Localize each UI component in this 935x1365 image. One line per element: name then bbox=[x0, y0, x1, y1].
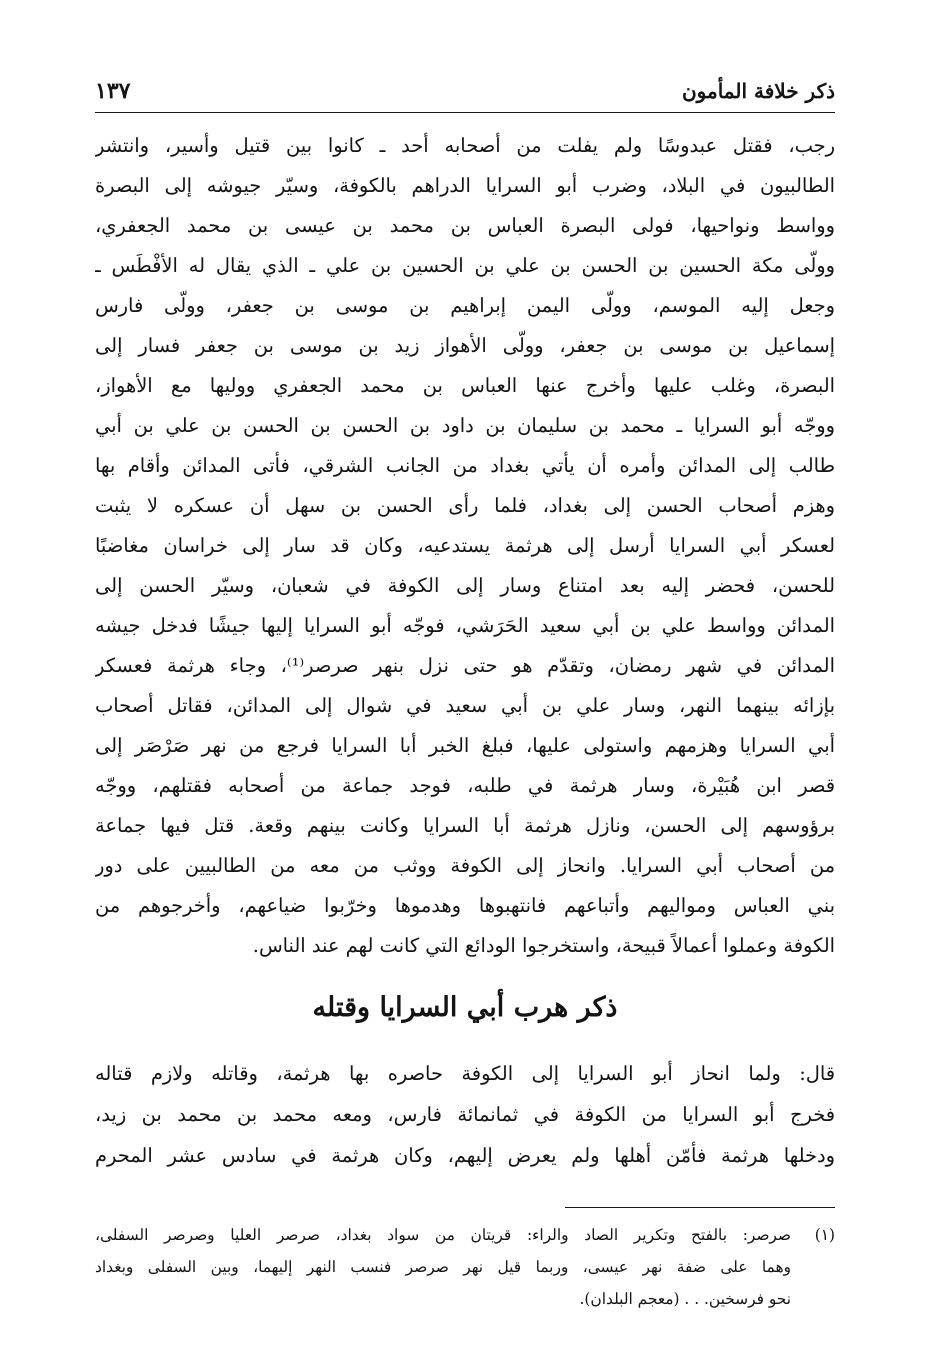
section-heading: ذكر هرب أبي السرايا وقتله bbox=[312, 992, 618, 1023]
footnote-line bbox=[95, 1283, 835, 1315]
footnote-text: وهما على ضفة نهر عيسى، وربما قيل نهر صرصر فنسب النهر إليهما، وبين السفلى وبغداد bbox=[95, 1258, 791, 1276]
paragraph-line: وواسط ونواحيها، فولى البصرة العباس بن محمد بن عيسى بن محمد الجعفري، bbox=[95, 214, 835, 237]
footnote-line bbox=[95, 1251, 835, 1283]
running-header bbox=[95, 76, 835, 110]
footnote-rule bbox=[565, 1207, 835, 1208]
header-rule bbox=[95, 112, 835, 113]
paragraph-line: البصرة، وغلب عليها وأخرج عنها العباس بن محمد الجعفري ووليها مع الأهواز، bbox=[95, 374, 835, 397]
paragraph-line: وجعل إليه الموسم، وولّى اليمن إبراهيم بن موسى بن جعفر، وولّى فارس bbox=[95, 294, 835, 317]
paragraph-line: وولّى مكة الحسين بن الحسن بن علي بن الحسين بن علي ـ الذي يقال له الأفْطَس ـ bbox=[95, 254, 835, 277]
paragraph-line: لعسكر أبي السرايا أرسل إلى هرثمة يستدعيه، وكان قد سار إلى خراسان مغاضبًا bbox=[95, 534, 835, 557]
paragraph-line: قصر ابن هُبَيْرة، وسار هرثمة في طلبه، فوجد جماعة من أصحابه فقتلهم، ووجّه bbox=[95, 774, 835, 797]
paragraph-line: المدائن في شهر رمضان، وتقدّم هو حتى نزل بنهر صرصر⁽¹⁾، وجاء هرثمة فعسكر bbox=[95, 654, 835, 677]
paragraph-line: ودخلها هرثمة فأمّن أهلها ولم يعرض إليهم، وكان هرثمة في سادس عشر المحرم bbox=[95, 1144, 835, 1167]
paragraph-line: من أصحاب أبي السرايا. وانحاز إلى الكوفة ووثب من معه من الطالبيين على دور bbox=[95, 854, 835, 877]
paragraph-line: برؤوسهم إلى الحسن، ونازل هرثمة أبا السرايا وكانت بينهم وقعة. قتل فيها جماعة bbox=[95, 814, 835, 837]
running-title: ذكر خلافة المأمون bbox=[681, 79, 835, 103]
paragraph-line: بإزائه بينهما النهر، وسار علي بن أبي سعيد في شوال إلى المدائن، فقاتل أصحاب bbox=[95, 694, 835, 717]
footnote-text: نحو فرسخين. . . (معجم البلدان). bbox=[579, 1290, 791, 1308]
footnote-text: صرصر: بالفتح وتكرير الصاد والراء: قريتان من سواد بغداد، صرصر العليا وصرصر السفلى، bbox=[95, 1226, 791, 1244]
footnote-marker: (١) bbox=[814, 1226, 835, 1244]
paragraph-line: قال: ولما انحاز أبو السرايا إلى الكوفة حاصره بها هرثمة، وقاتله ولازم قتاله bbox=[95, 1062, 835, 1085]
paragraph-line: الطالبيون في البلاد، وضرب أبو السرايا الدراهم بالكوفة، وسيّر جيوشه إلى البصرة bbox=[95, 174, 835, 197]
paragraph-line: بني العباس ومواليهم وأتباعهم فانتهبوها وهدموها وخرّبوا ضياعهم، وأخرجوهم من bbox=[95, 894, 835, 917]
paragraph-line: الكوفة وعملوا أعمالاً قبيحة، واستخرجوا الودائع التي كانت لهم عند الناس. bbox=[252, 934, 835, 957]
paragraph-line: فخرج أبو السرايا من الكوفة في ثمانمائة فارس، ومعه محمد بن محمد بن زيد، bbox=[95, 1103, 835, 1126]
paragraph-line: ووجّه أبو السرايا ـ محمد بن سليمان بن داود بن الحسن بن الحسن بن علي بن أبي bbox=[95, 414, 835, 437]
footnote-line bbox=[95, 1219, 835, 1251]
paragraph-line: أبي السرايا وهزمهم واستولى عليها، فبلغ الخبر أبا السرايا فرجع من نهر صَرْصَر إلى bbox=[95, 734, 835, 757]
page-number: ١٣٧ bbox=[95, 78, 131, 104]
paragraph-line: وهزم أصحاب الحسن إلى بغداد، فلما رأى الحسن بن سهل أن عسكره لا يثبت bbox=[95, 494, 835, 517]
paragraph-line: للحسن، فحضر إليه بعد امتناع وسار إلى الكوفة في شعبان، وسيّر الحسن إلى bbox=[95, 574, 835, 597]
paragraph-line: طالب إلى المدائن وأمره أن يأتي بغداد من الجانب الشرقي، فأتى المدائن وأقام بها bbox=[95, 454, 835, 477]
paragraph-line: إسماعيل بن موسى بن جعفر، وولّى الأهواز زيد بن موسى بن جعفر فسار إلى bbox=[95, 334, 835, 357]
paragraph-line: المدائن وواسط علي بن أبي سعيد الحَرَشي، فوجّه أبو السرايا إليها جيشًا فدخل جيشه bbox=[95, 614, 835, 637]
paragraph-line: رجب، فقتل عبدوسًا ولم يفلت من أصحابه أحد ـ كانوا بين قتيل وأسير، وانتشر bbox=[95, 134, 835, 157]
